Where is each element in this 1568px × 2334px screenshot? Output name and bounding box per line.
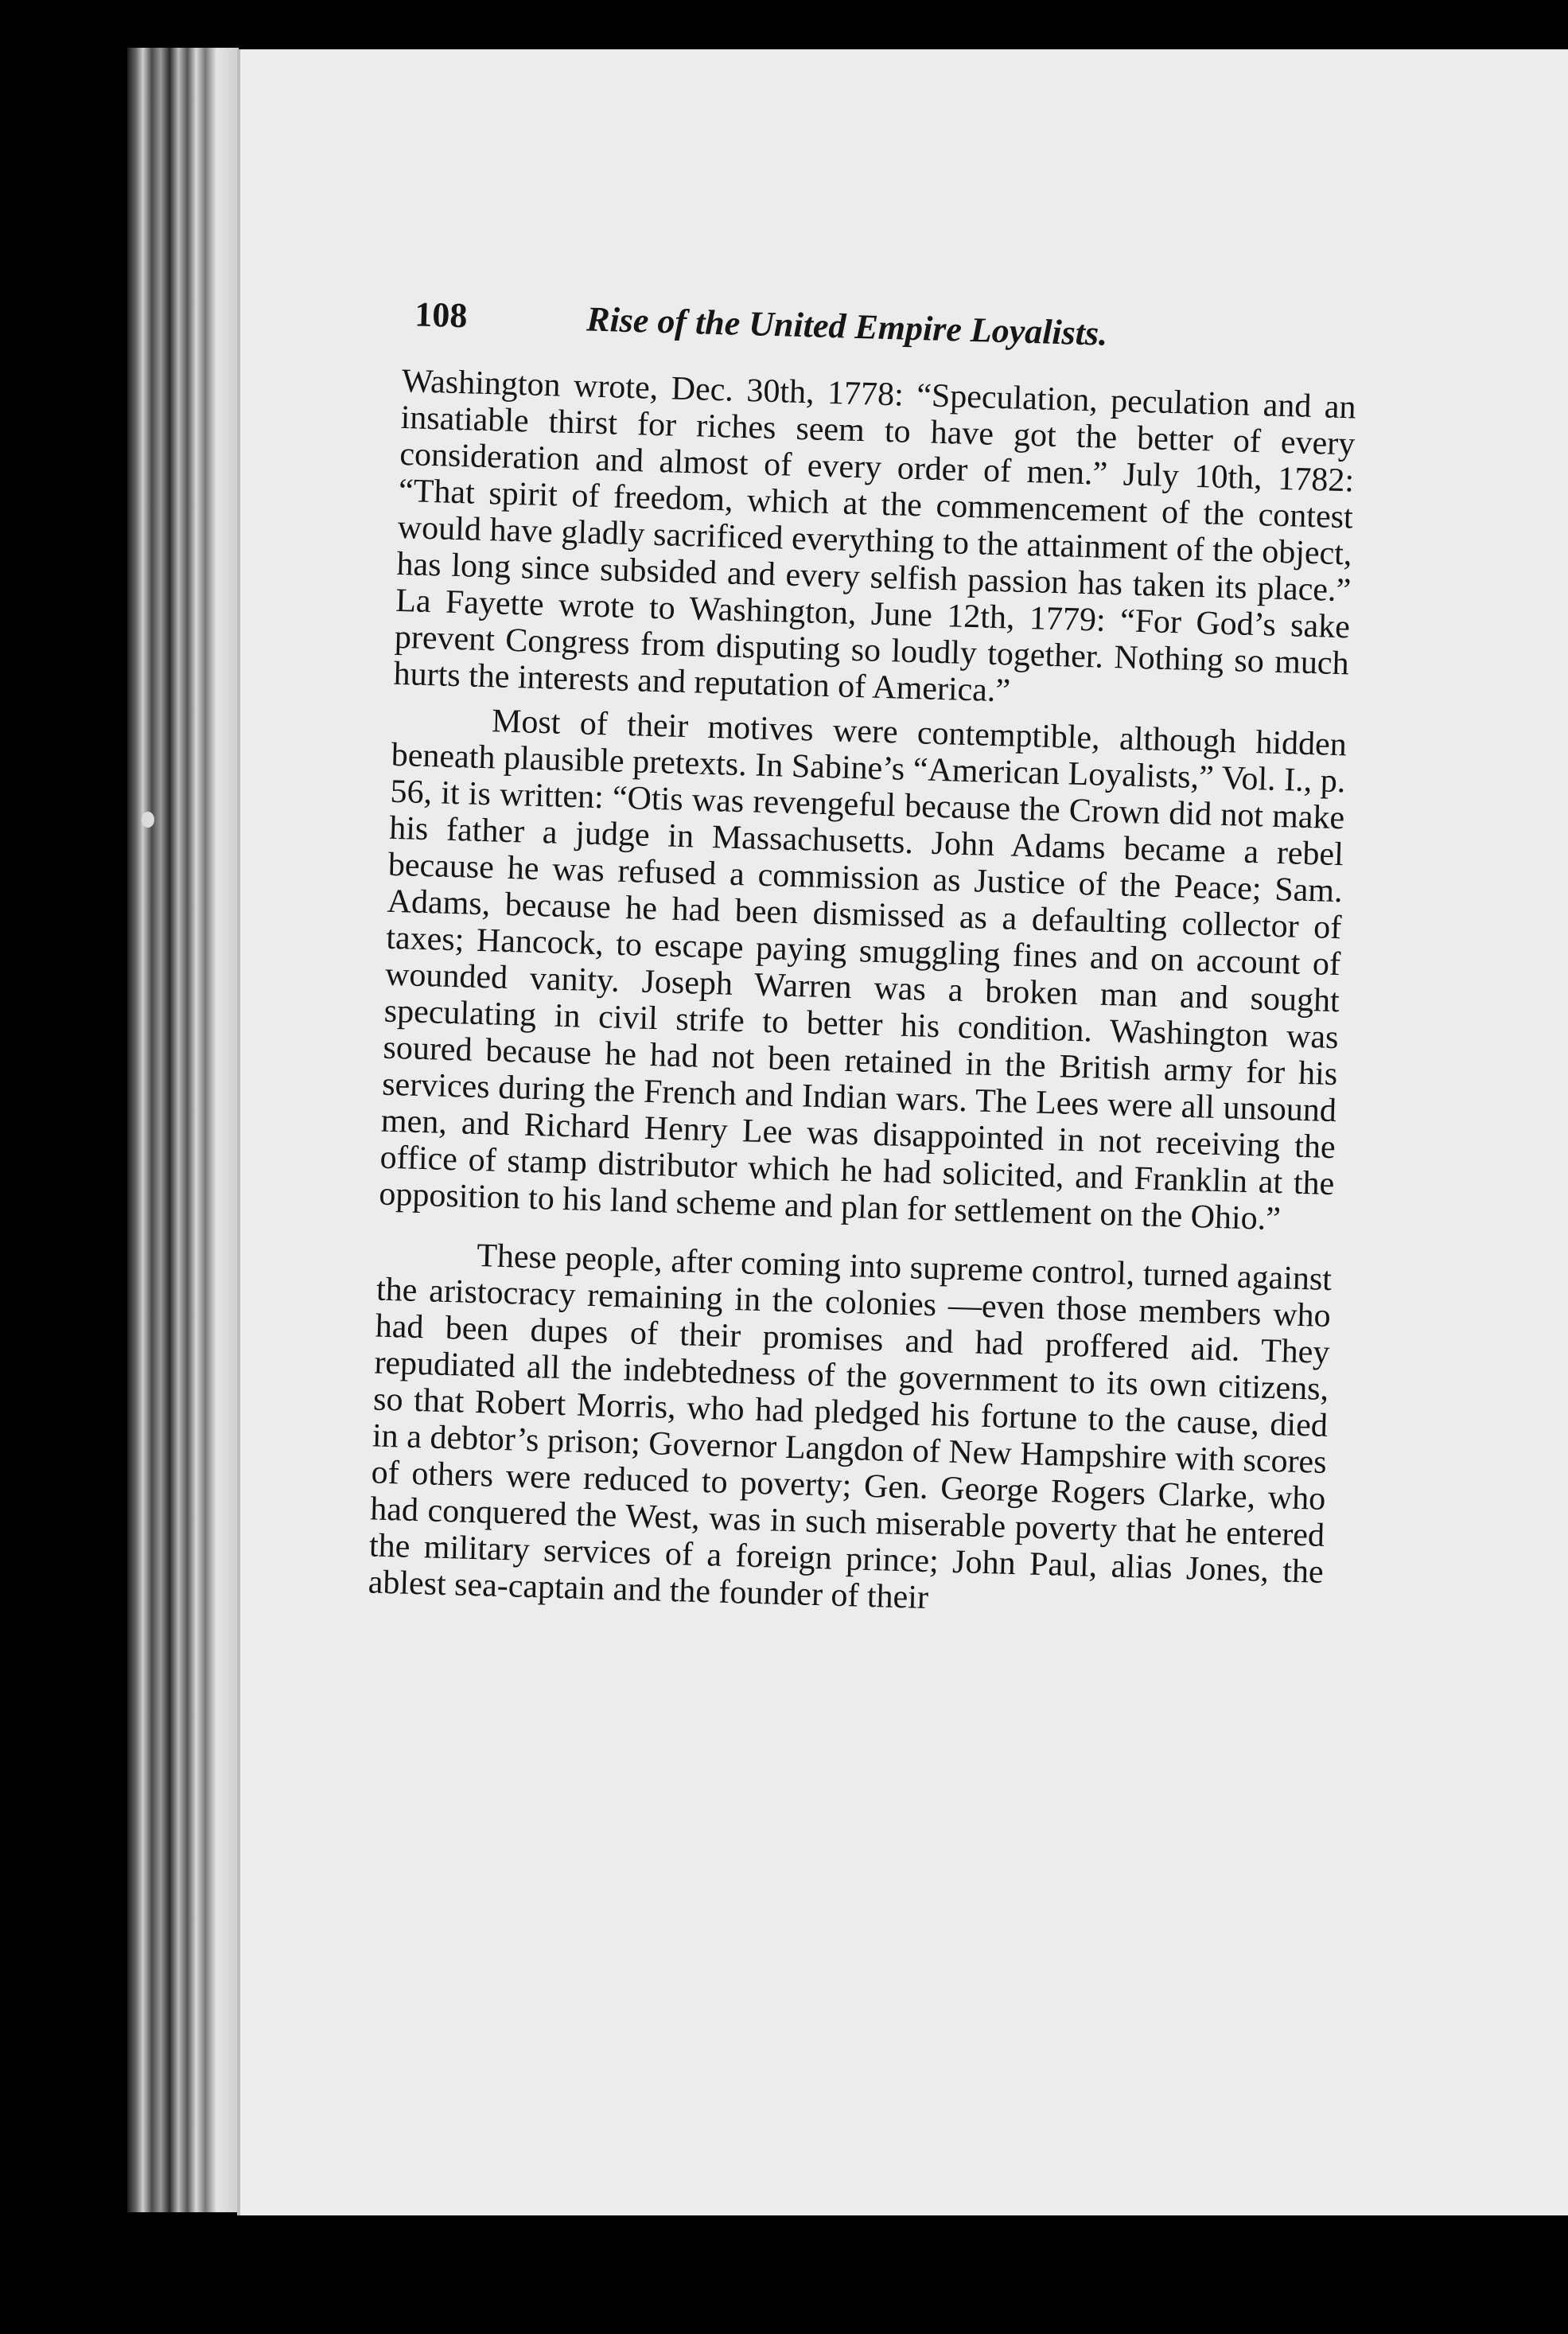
paragraph-supreme-control: These people, after coming into supreme control, turned against the aristocracy remaining in the colonies —even those members who had been dupes of their promises and had proffered aid. They repudiated all the indebtedness of the government to its own citizens, so that Robert Morris, who had pledged his fortune to the cause, died in a debtor’s prison; Governor Langdon of New Hampshire with scores of others were reduced to poverty; Gen. George Rogers Clarke, who had conquered the West, was in such miserable poverty that he entered the military services of a foreign prince; John Paul, alias Jones, the ablest sea-captain and the founder of their <box>368 1237 1333 1617</box>
page-text-block <box>357 296 1359 2009</box>
page-number: 108 <box>414 294 469 336</box>
margin-speck <box>142 812 154 828</box>
running-title: Rise of the United Empire Loyalists. <box>586 299 1108 353</box>
paragraph-motives: Most of their motives were contemptible, although hidden beneath plausible pretexts. In Sabine’s “American Loyalists,” Vol. I., p. 56, it is written: “Otis was revengeful because the Crown did not make his father a judge in Massachusetts. John Adams became a rebel because he was refused a commission as Justice of the Peace; Sam. Adams, because he had been dismissed as a defaulting collector of taxes; Hancock, to escape paying smuggling fines and on account of wounded vanity. Joseph Warren was a broken man and sought speculating in civil strife to better his condition. Washington was soured because he had not been retained in the British army for his services during the French and Indian wars. The Lees were all unsound men, and Richard Henry Lee was disappointed in not receiving the office of stamp distributor which he had solicited, and Franklin at the opposition to his land scheme and plan for settlement on the Ohio.” <box>378 703 1348 1238</box>
book-spine <box>127 48 239 2212</box>
paragraph-washington-quotes: Washington wrote, Dec. 30th, 1778: “Speculation, peculation and an insatiable thirst for riches seem to have got the better of every consideration and almost of every order of men.” July 10th, 1782: “That spirit of freedom, which at the commencement of the contest would have gladly sacrificed everything to the attainment of the object, has long since subsided and every selfish passion has taken its place.” La Fayette wrote to Washington, June 12th, 1779: “For God’s sake prevent Congress from disputing so loudly together. Nothing so much hurts the interests and reputation of America.” <box>393 362 1357 710</box>
